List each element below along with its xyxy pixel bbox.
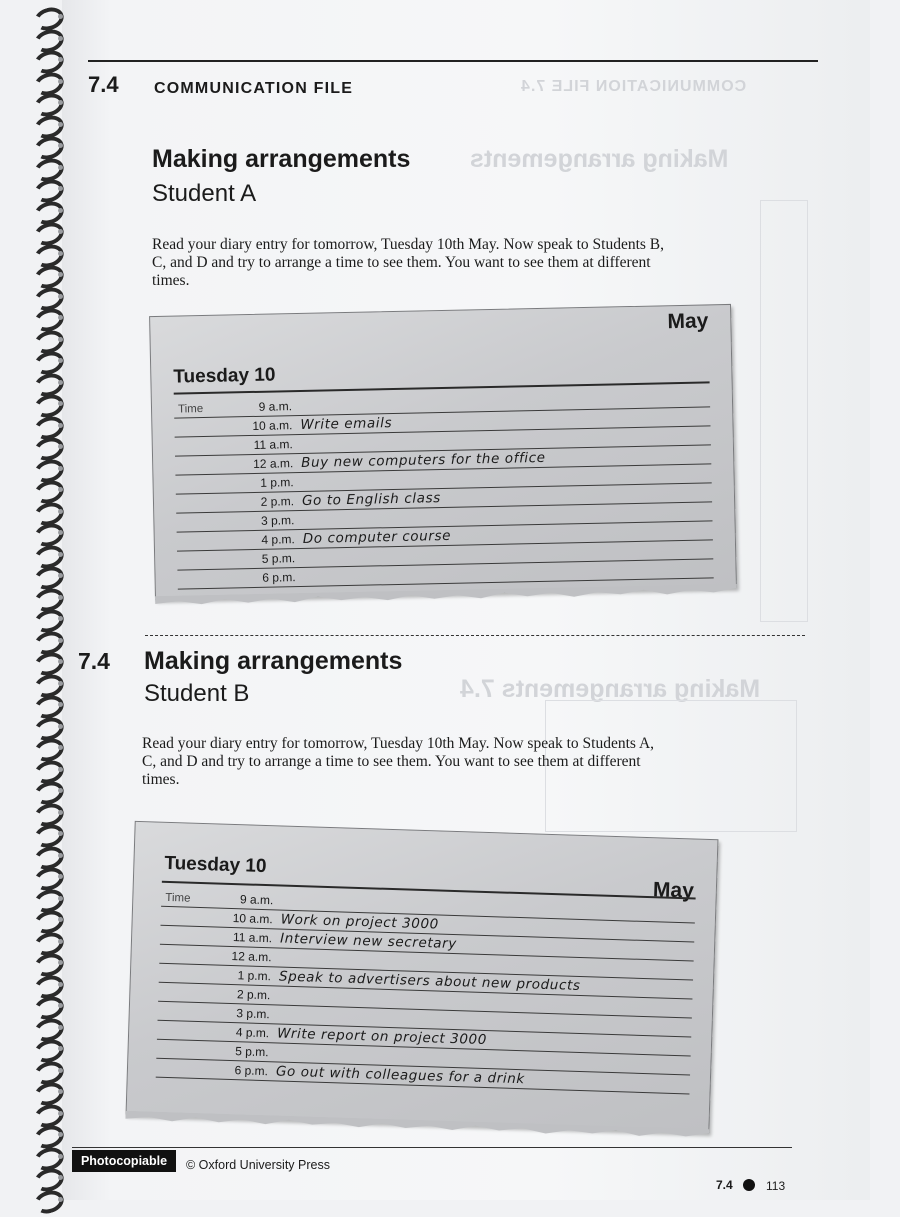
- diary-time: 1 p.m.: [237, 968, 272, 984]
- punch-hole: [58, 122, 63, 127]
- punch-hole: [58, 79, 63, 84]
- student-b-instructions: Read your diary entry for tomorrow, Tuesday 10th May. Now speak to Students A, C, and D and try to arrange a time to see them. You want to see them at different times.: [142, 735, 655, 788]
- photocopiable-badge: Photocopiable: [72, 1150, 176, 1172]
- diary-entry: Buy new computers for the office: [301, 449, 546, 471]
- punch-hole: [58, 896, 63, 901]
- student-a-instructions: Read your diary entry for tomorrow, Tuesday 10th May. Now speak to Students B, C, and D and try to arrange a time to see them. You want to see them at different times.: [152, 236, 665, 289]
- diary-entry: Speak to advertisers about new products: [278, 968, 581, 994]
- diary-time: 10 a.m.: [252, 418, 293, 433]
- punch-hole: [58, 1175, 63, 1180]
- diary-time: 9 a.m.: [258, 399, 293, 414]
- punch-hole: [58, 444, 63, 449]
- punch-hole: [58, 767, 63, 772]
- diary-time: 11 a.m.: [232, 930, 273, 946]
- punch-hole: [58, 530, 63, 535]
- punch-hole: [58, 186, 63, 191]
- punch-hole: [58, 1154, 63, 1159]
- punch-hole: [58, 552, 63, 557]
- diary-time: 5 p.m.: [261, 551, 296, 566]
- diary-time: 12 a.m.: [231, 949, 272, 965]
- punch-hole: [58, 272, 63, 277]
- diary-time: 4 p.m.: [235, 1025, 270, 1041]
- diary-time: 11 a.m.: [253, 437, 293, 452]
- punch-hole: [58, 595, 63, 600]
- punch-hole: [58, 251, 63, 256]
- punch-hole: [58, 1068, 63, 1073]
- show-through-text: Making arrangements 7.4: [460, 675, 761, 703]
- punch-hole: [58, 14, 63, 19]
- punch-hole: [58, 874, 63, 879]
- spiral-binding: [0, 0, 62, 1200]
- diary-entry: Write report on project 3000: [276, 1025, 488, 1049]
- student-b-heading: Making arrangements: [144, 647, 403, 675]
- section-rule: [88, 60, 818, 62]
- punch-hole: [58, 165, 63, 170]
- punch-hole: [58, 960, 63, 965]
- punch-hole: [58, 659, 63, 664]
- punch-hole: [58, 143, 63, 148]
- diary-entry: Go out with colleagues for a drink: [275, 1063, 526, 1088]
- diary-time: 4 p.m.: [261, 532, 295, 547]
- punch-hole: [58, 831, 63, 836]
- section-number: 7.4: [88, 72, 119, 97]
- show-through-text: COMMUNICATION FILE 7.4: [520, 78, 747, 95]
- punch-hole: [58, 853, 63, 858]
- punch-hole: [58, 573, 63, 578]
- student-a-heading: Making arrangements: [152, 145, 411, 173]
- student-b-diary: [126, 821, 719, 1133]
- punch-hole: [58, 788, 63, 793]
- diary-time: 2 p.m.: [236, 987, 271, 1003]
- student-a-subheading: Student A: [152, 180, 257, 207]
- punch-hole: [58, 638, 63, 643]
- punch-hole: [58, 616, 63, 621]
- diary-day: Tuesday 10: [173, 364, 276, 388]
- punch-hole: [58, 337, 63, 342]
- diary-time: 3 p.m.: [236, 1006, 270, 1022]
- punch-hole: [58, 917, 63, 922]
- punch-hole: [58, 100, 63, 105]
- diary-time: 1 p.m.: [260, 475, 294, 490]
- diary-time: 6 p.m.: [262, 570, 296, 585]
- punch-hole: [58, 939, 63, 944]
- diary-entry: Go to English class: [301, 490, 441, 509]
- diary-entry: Write emails: [300, 415, 393, 433]
- diary-entry: Do computer course: [302, 527, 452, 547]
- show-through-box: [760, 200, 808, 622]
- cut-line: [145, 635, 805, 636]
- show-through-text: Making arrangements: [470, 145, 729, 173]
- footer-section: 7.4: [716, 1178, 733, 1192]
- punch-hole: [58, 380, 63, 385]
- punch-hole: [58, 1003, 63, 1008]
- diary-time: 2 p.m.: [260, 494, 295, 509]
- punch-hole: [58, 1132, 63, 1137]
- diary-time: 3 p.m.: [260, 513, 295, 528]
- diary-entry: Work on project 3000: [280, 911, 440, 933]
- punch-hole: [58, 724, 63, 729]
- punch-hole: [58, 1111, 63, 1116]
- diary-time: 10 a.m.: [232, 911, 273, 927]
- punch-hole: [58, 401, 63, 406]
- punch-hole: [58, 487, 63, 492]
- punch-hole: [58, 810, 63, 815]
- page-number: 113: [766, 1179, 786, 1193]
- student-a-diary: [149, 304, 737, 600]
- punch-hole: [58, 982, 63, 987]
- diary-time: 6 p.m.: [234, 1063, 269, 1079]
- punch-hole: [58, 1046, 63, 1051]
- punch-hole: [58, 229, 63, 234]
- punch-hole: [58, 57, 63, 62]
- punch-hole: [58, 315, 63, 320]
- punch-hole: [58, 466, 63, 471]
- punch-hole: [58, 358, 63, 363]
- diary-month: May: [652, 878, 695, 903]
- punch-hole: [58, 1025, 63, 1030]
- section-title: COMMUNICATION FILE: [154, 80, 354, 97]
- spiral-coil: [31, 1186, 66, 1216]
- punch-hole: [58, 208, 63, 213]
- diary-time: 5 p.m.: [234, 1044, 269, 1060]
- punch-hole: [58, 745, 63, 750]
- bullet-icon: [743, 1179, 755, 1191]
- time-column-label: Time: [165, 891, 191, 905]
- punch-hole: [58, 509, 63, 514]
- student-b-subheading: Student B: [144, 680, 250, 707]
- diary-time: 12 a.m.: [253, 456, 294, 471]
- punch-hole: [58, 294, 63, 299]
- diary-entry: Interview new secretary: [279, 930, 458, 953]
- diary-month: May: [667, 309, 709, 334]
- punch-hole: [58, 423, 63, 428]
- footer-rule: [72, 1147, 792, 1148]
- copyright: © Oxford University Press: [186, 1158, 330, 1172]
- diary-day: Tuesday 10: [164, 852, 267, 878]
- punch-hole: [58, 1197, 63, 1202]
- diary-time: 9 a.m.: [239, 892, 274, 908]
- student-b-number: 7.4: [78, 648, 110, 674]
- punch-hole: [58, 36, 63, 41]
- punch-hole: [58, 681, 63, 686]
- punch-hole: [58, 702, 63, 707]
- punch-hole: [58, 1089, 63, 1094]
- time-column-label: Time: [177, 403, 204, 416]
